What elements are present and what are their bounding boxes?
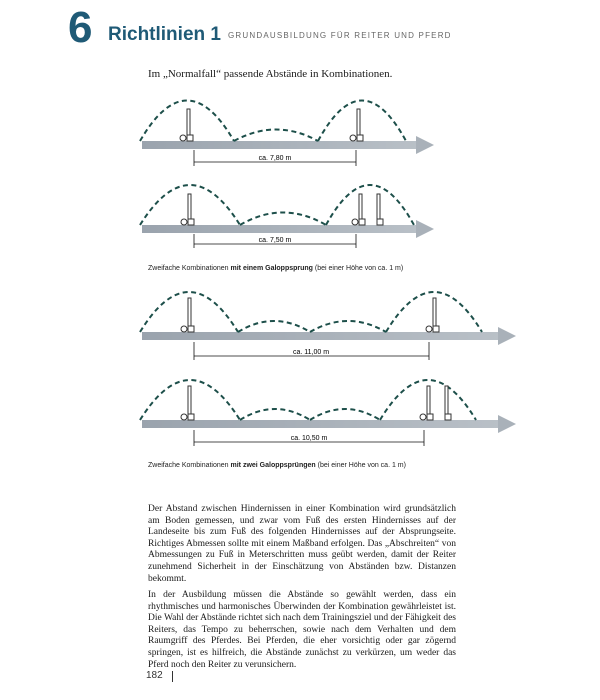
caption-prefix: Zweifache Kombinationen	[148, 462, 231, 469]
caption-two-strides	[148, 462, 406, 469]
fence-base	[445, 414, 451, 420]
stride-arc	[234, 130, 318, 142]
body-paragraph: Der Abstand zwischen Hindernissen in einer Kombination wird grundsätzlich am Boden gemessen, und zwar vom Fuß des ersten Hindernisses auf der Landeseite bis zum Fuß des folgenden Hindernisses auf der Absprungseite. Richtiges Abmessen sollte mit einem Maßband erfolgen. Das „Abschreiten“ von Abmessungen zu Fuß in Meterschritten muss geübt werden, damit der Reiter zunehmend Sicherheit in der Einschätzung von Abständen bzw. Distanzen bekommt.	[148, 504, 456, 584]
ground-arrow-shaft	[142, 420, 500, 428]
distance-label: ca. 7,80 m	[258, 155, 292, 162]
ground-pole	[350, 135, 356, 141]
fence-base	[427, 414, 433, 420]
fence-base	[357, 135, 363, 141]
diagram-one-stride-a	[140, 101, 434, 167]
ground-arrow-head	[416, 136, 434, 154]
body-paragraph: In der Ausbildung müssen die Abstände so gewählt werden, dass ein rhythmisches und harmonisches Überwinden der Kombination gewährleistet ist. Die Wahl der Abstände richtet sich nach dem Trainingsziel und der Fähigkeit des Reiters, das Tempo zu beherrschen, sowie nach dem Verhalten und dem Raumgriff des Pferdes. Bei Pferden, die eher vorsichtig oder gar zögernd springen, ist es hilfreich, die Abstände zunächst zu verkürzen, um weder das Pferd noch den Reiter zu verunsichern.	[148, 590, 456, 670]
caption-suffix: (bei einer Höhe von ca. 1 m)	[315, 462, 406, 469]
ground-arrow-head	[416, 220, 434, 238]
ground-pole	[181, 414, 187, 420]
ground-arrow-head	[498, 415, 516, 433]
diagram-two-strides-b	[140, 380, 516, 446]
fence-base	[188, 219, 194, 225]
stride-arc	[240, 409, 310, 420]
chapter-number: 6	[68, 3, 93, 52]
caption-suffix: (bei einer Höhe von ca. 1 m)	[312, 265, 404, 272]
diagram-one-stride-b	[140, 185, 434, 248]
fence-base	[187, 135, 193, 141]
fence-base	[188, 326, 194, 332]
intro-text: Im „Normalfall“ passende Abstände in Kombinationen.	[148, 68, 393, 80]
ground-pole	[426, 326, 432, 332]
stride-arc	[310, 321, 386, 332]
stride-arc	[310, 409, 380, 420]
distance-label: ca. 11,00 m	[292, 349, 330, 356]
ground-arrow-head	[498, 327, 516, 345]
distance-label: ca. 7,50 m	[258, 237, 292, 244]
chapter-subtitle: GRUNDAUSBILDUNG FÜR REITER UND PFERD	[228, 31, 452, 40]
ground-pole	[180, 135, 186, 141]
fence-base	[433, 326, 439, 332]
ground-arrow-shaft	[142, 225, 418, 233]
ground-arrow-shaft	[142, 141, 418, 149]
ground-pole	[420, 414, 426, 420]
fence-base	[188, 414, 194, 420]
ground-pole	[352, 219, 358, 225]
stride-arc	[238, 321, 310, 332]
ground-arrow-shaft	[142, 332, 500, 340]
fence-base	[359, 219, 365, 225]
ground-pole	[181, 219, 187, 225]
jump-arc	[326, 185, 414, 225]
chapter-title: Richtlinien 1	[108, 24, 221, 45]
caption-prefix: Zweifache Kombinationen	[148, 265, 231, 272]
caption-emphasis: mit einem Galoppsprung	[230, 265, 313, 272]
fence-base	[377, 219, 383, 225]
page-number-divider	[172, 671, 173, 682]
distance-label: ca. 10,50 m	[290, 435, 328, 442]
page-number: 182	[146, 670, 163, 681]
diagram-two-strides-a	[140, 292, 516, 360]
caption-emphasis: mit zwei Galoppsprüngen	[230, 462, 316, 469]
ground-pole	[181, 326, 187, 332]
caption-one-stride	[148, 265, 403, 272]
stride-arc	[240, 213, 326, 226]
